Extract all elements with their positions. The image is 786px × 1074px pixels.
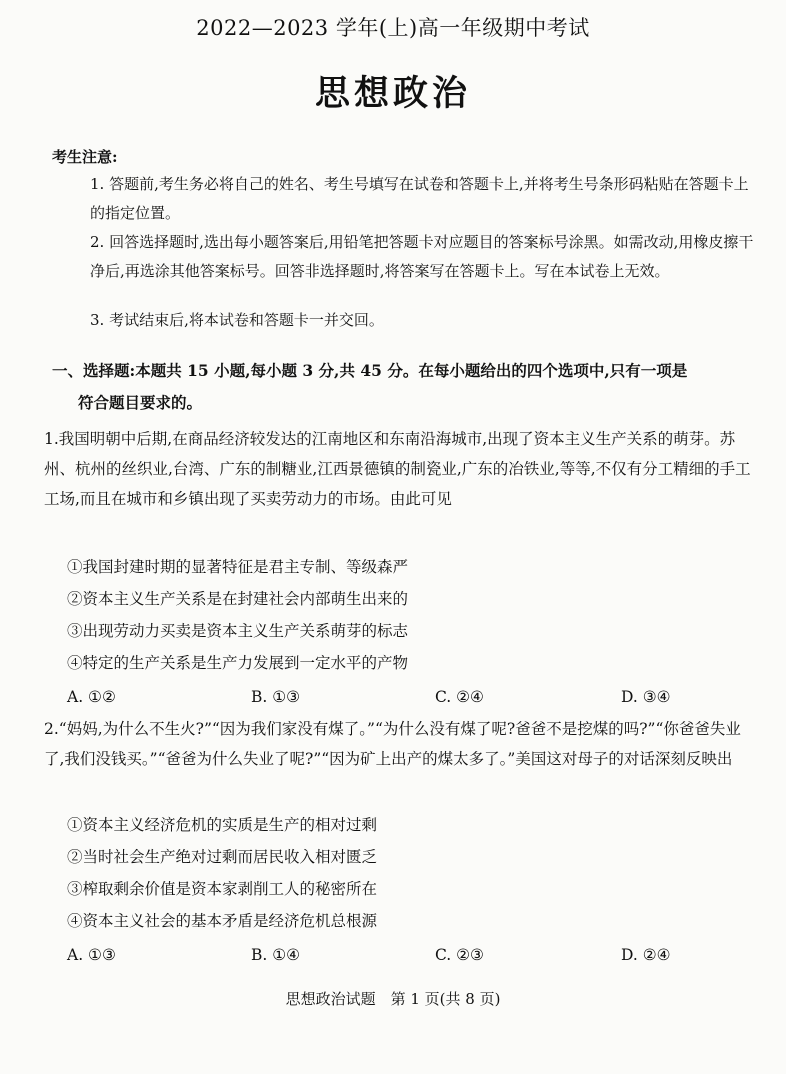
- question-2-statement-1: ①资本主义经济危机的实质是生产的相对过剩: [67, 816, 378, 834]
- question-1-statement-3: ③出现劳动力买卖是资本主义生产关系萌芽的标志: [67, 622, 409, 640]
- question-2-statement-3: ③榨取剩余价值是资本家剥削工人的秘密所在: [67, 880, 378, 898]
- notice-item-3: 3. 考试结束后,将本试卷和答题卡一并交回。: [90, 311, 384, 329]
- question-1-choice-c[interactable]: C. ②④: [435, 688, 484, 706]
- question-1-choice-a[interactable]: A. ①②: [67, 688, 116, 706]
- question-1-statement-1: ①我国封建时期的显著特征是君主专制、等级森严: [67, 558, 409, 576]
- question-1-choice-d[interactable]: D. ③④: [621, 688, 671, 706]
- question-2-statement-2: ②当时社会生产绝对过剩而居民收入相对匮乏: [67, 848, 378, 866]
- question-2-choices: [67, 940, 747, 970]
- question-1-statement-2: ②资本主义生产关系是在封建社会内部萌生出来的: [67, 590, 409, 608]
- page-footer: 思想政治试题 第 1 页(共 8 页): [285, 990, 501, 1008]
- question-1-stem: 1.我国明朝中后期,在商品经济较发达的江南地区和东南沿海城市,出现了资本主义生产关系的萌芽。苏州、杭州的丝织业,台湾、广东的制糖业,江西景德镇的制瓷业,广东的冶铁业,等等,不仅有分工精细的手工工场,而且在城市和乡镇出现了买卖劳动力的市场。由此可见: [44, 430, 751, 508]
- question-1-statement-4: ④特定的生产关系是生产力发展到一定水平的产物: [67, 654, 409, 672]
- question-2-choice-a[interactable]: A. ①③: [67, 946, 116, 964]
- notice-item-1: 1. 答题前,考生务必将自己的姓名、考生号填写在试卷和答题卡上,并将考生号条形码粘贴在答题卡上的指定位置。: [90, 175, 749, 222]
- question-1-choice-b[interactable]: B. ①③: [251, 688, 301, 706]
- section-heading-line1: 一、选择题:本题共 15 小题,每小题 3 分,共 45 分。在每小题给出的四个选项中,只有一项是: [52, 361, 688, 380]
- section-heading-line2: 符合题目要求的。: [78, 393, 203, 412]
- question-2-statement-4: ④资本主义社会的基本矛盾是经济危机总根源: [67, 912, 378, 930]
- exam-title: 2022—2023 学年(上)高一年级期中考试: [196, 16, 590, 40]
- question-1-choices: [67, 682, 747, 712]
- question-2-stem: 2.“妈妈,为什么不生火?”“因为我们家没有煤了。”“为什么没有煤了呢?爸爸不是挖煤的吗?”“你爸爸失业了,我们没钱买。”“爸爸为什么失业了呢?”“因为矿上出产的煤太多了。”美国这对母子的对话深刻反映出: [44, 720, 741, 768]
- notice-heading: 考生注意:: [52, 148, 118, 166]
- question-2-choice-b[interactable]: B. ①④: [251, 946, 301, 964]
- subject-title: 思想政治: [314, 74, 471, 114]
- question-2-choice-d[interactable]: D. ②④: [621, 946, 671, 964]
- notice-item-2: 2. 回答选择题时,选出每小题答案后,用铅笔把答题卡对应题目的答案标号涂黑。如需改动,用橡皮擦干净后,再选涂其他答案标号。回答非选择题时,将答案写在答题卡上。写在本试卷上无效。: [90, 233, 754, 280]
- question-2-choice-c[interactable]: C. ②③: [435, 946, 484, 964]
